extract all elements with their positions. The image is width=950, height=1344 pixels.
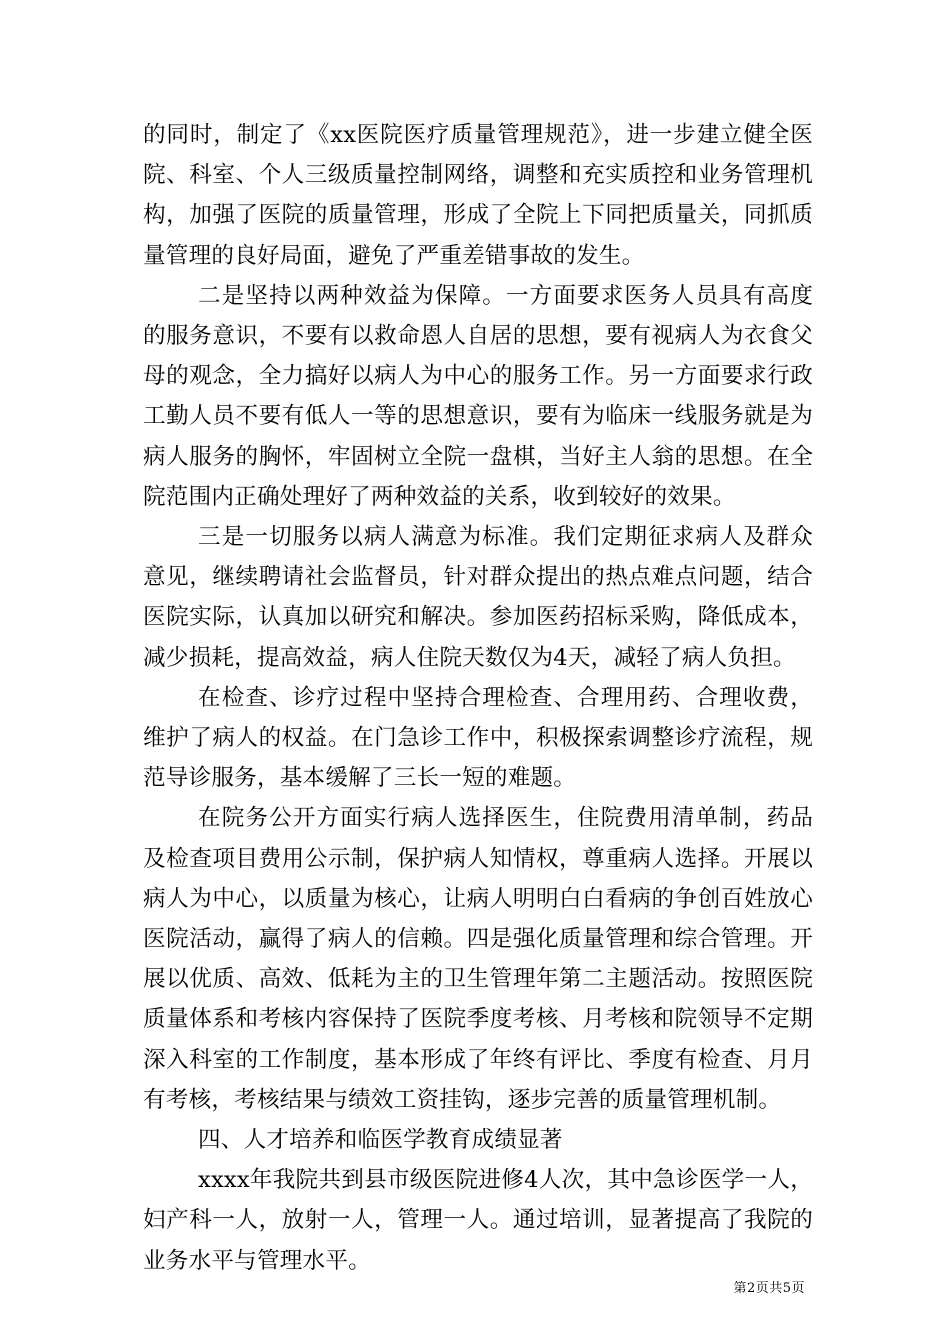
paragraph-further-study: xxxx年我院共到县市级医院进修4人次，其中急诊医学一人，妇产科一人，放射一人，管理一人。通过培训，显著提高了我院的业务水平与管理水平。	[143, 1167, 813, 1274]
paragraph-two-benefits: 二是坚持以两种效益为保障。一方面要求医务人员具有高度的服务意识，不要有以救命恩人自居的思想，要有视病人为衣食父母的观念，全力搞好以病人为中心的服务工作。另一方面要求行政工勤人员不要有低人一等的思想意识，要有为临床一线服务就是为病人服务的胸怀，牢固树立全院一盘棋，当好主人翁的思想。在全院范围内正确处理好了两种效益的关系，收到较好的效果。	[143, 282, 813, 510]
paragraph-rational-treatment: 在检查、诊疗过程中坚持合理检查、合理用药、合理收费，维护了病人的权益。在门急诊工作中，积极探索调整诊疗流程，规范导诊服务，基本缓解了三长一短的难题。	[143, 684, 813, 792]
paragraph-continuation: 的同时，制定了《xx医院医疗质量管理规范》，进一步建立健全医院、科室、个人三级质量控制网络，调整和充实质控和业务管理机构，加强了医院的质量管理，形成了全院上下同把质量关，同抓质量管理的良好局面，避免了严重差错事故的发生。	[143, 122, 813, 269]
page-number: 第2页共5页	[733, 1281, 805, 1296]
document-body	[143, 115, 813, 1281]
paragraph-hospital-affairs: 在院务公开方面实行病人选择医生，住院费用清单制，药品及检查项目费用公示制，保护病人知情权，尊重病人选择。开展以病人为中心，以质量为核心，让病人明明白白看病的争创百姓放心医院活动，赢得了病人的信赖。四是强化质量管理和综合管理。开展以优质、高效、低耗为主的卫生管理年第二主题活动。按照医院质量体系和考核内容保持了医院季度考核、月考核和院领导不定期深入科室的工作制度，基本形成了年终有评比、季度有检查、月月有考核，考核结果与绩效工资挂钩，逐步完善的质量管理机制。	[143, 805, 813, 1113]
paragraph-patient-satisfaction: 三是一切服务以病人满意为标准。我们定期征求病人及群众意见，继续聘请社会监督员，针对群众提出的热点难点问题，结合医院实际，认真加以研究和解决。参加医药招标采购，降低成本，减少损耗，提高效益，病人住院天数仅为4天，减轻了病人负担。	[143, 524, 813, 671]
section-heading-talent-training: 四、人才培养和临医学教育成绩显著	[198, 1127, 563, 1154]
